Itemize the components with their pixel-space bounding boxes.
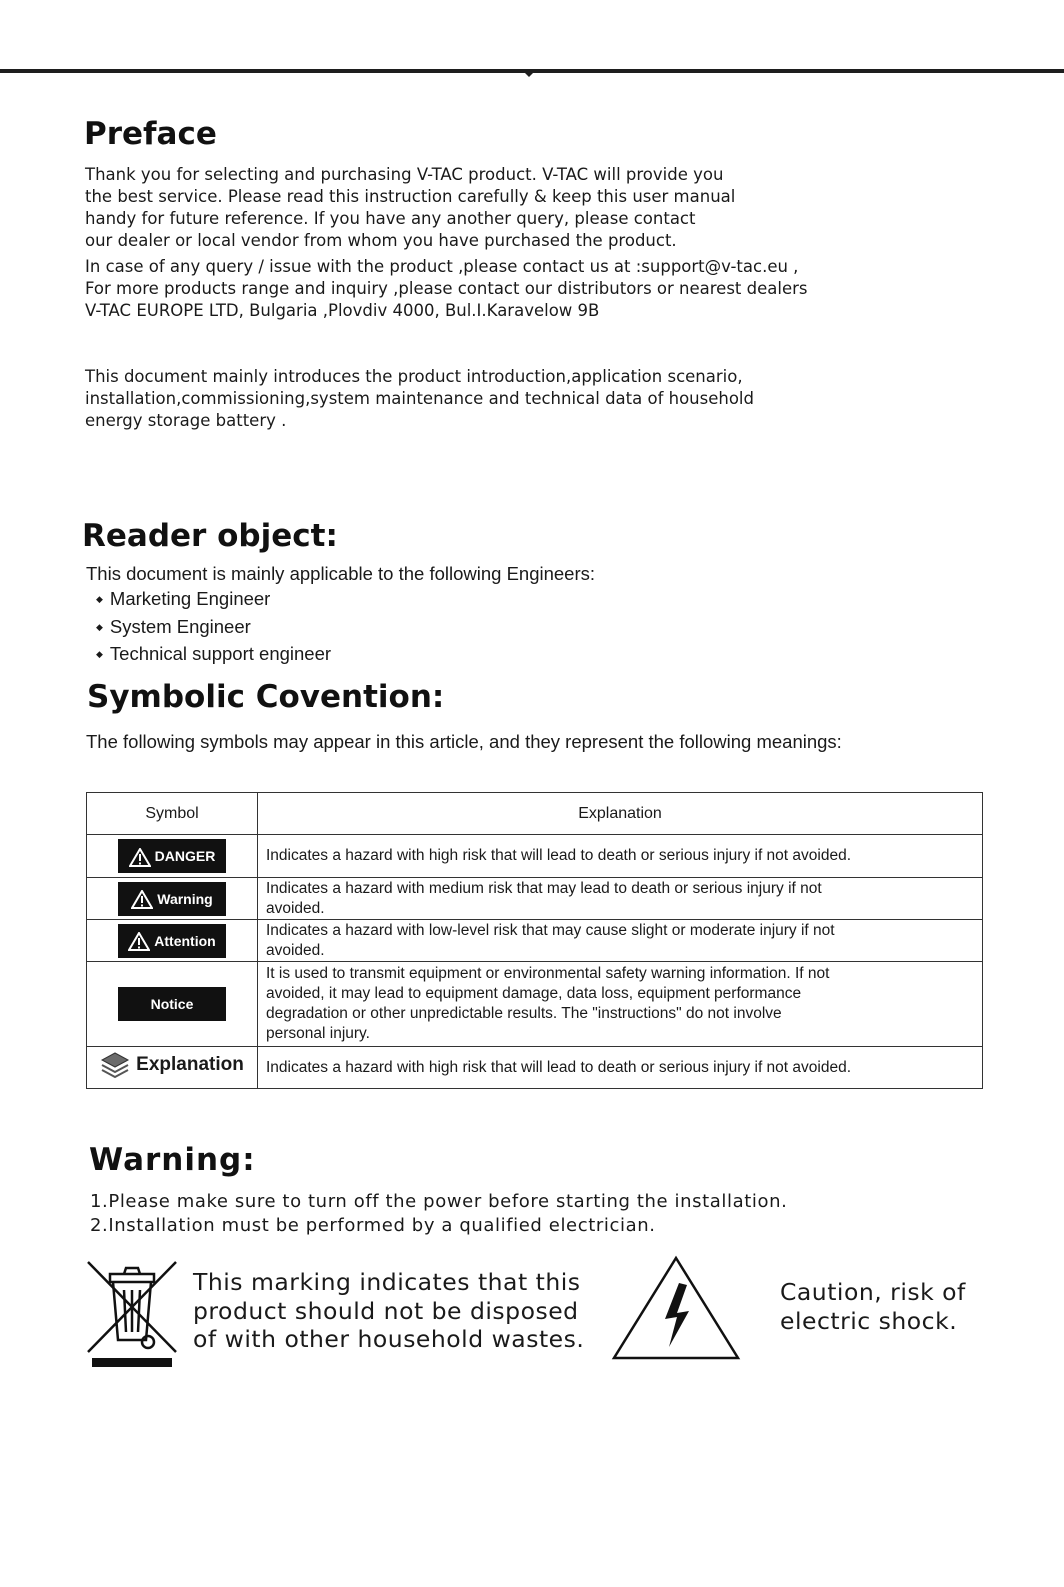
symbolic-intro: The following symbols may appear in this article, and they represent the following meanings: [86, 731, 842, 752]
top-rule-notch [524, 72, 534, 77]
text-line: the best service. Please read this instruction carefully & keep this user manual [85, 187, 736, 206]
table-row [87, 962, 983, 1047]
symbol-cell [87, 878, 258, 920]
symbol-table [86, 792, 983, 1089]
symbolic-convention-title: Symbolic Covention: [87, 679, 445, 715]
symbol-cell [87, 835, 258, 878]
text-line: This document mainly introduces the product introduction,application scenario, [85, 367, 743, 386]
engineer-list [96, 587, 331, 670]
preface-paragraph-3 [85, 366, 754, 432]
column-header-symbol: Symbol [87, 793, 258, 835]
text-line: Caution, risk of [780, 1278, 966, 1306]
symbol-cell [87, 962, 258, 1047]
column-header-explanation: Explanation [258, 793, 983, 835]
explanation-line: It is used to transmit equipment or environmental safety warning information. If not [266, 965, 830, 982]
explanation-line: Indicates a hazard with high risk that will lead to death or serious injury if not avoided. [266, 847, 852, 864]
text-line: V-TAC EUROPE LTD, Bulgaria ,Plovdiv 4000, Bul.I.Karavelow 9B [85, 301, 600, 320]
explanation-line: personal injury. [266, 1025, 370, 1042]
reader-intro: This document is mainly applicable to the following Engineers: [86, 563, 596, 584]
text-line: energy storage battery . [85, 411, 287, 430]
symbol-cell [87, 920, 258, 962]
table-header-row [87, 793, 983, 835]
electric-shock-caution-text [780, 1278, 966, 1335]
explanation-cell [258, 1047, 983, 1089]
explanation-symbol [100, 1051, 244, 1079]
preface-paragraph-1 [85, 164, 735, 252]
explanation-line: degradation or other unpredictable results. The "instructions" do not involve [266, 1005, 782, 1022]
text-line: handy for future reference. If you have any another query, please contact [85, 209, 696, 228]
explanation-line: avoided. [266, 941, 325, 959]
preface-paragraph-2 [85, 256, 808, 322]
text-line: In case of any query / issue with the product ,please contact us at :support@v-tac.eu , [85, 257, 799, 276]
text-line: For more products range and inquiry ,please contact our distributors or nearest dealers [85, 279, 808, 298]
crossed-out-wheelie-bin-icon [86, 1260, 178, 1374]
reader-object-title: Reader object: [82, 518, 338, 554]
text-line: product should not be disposed [193, 1296, 579, 1325]
text-line: Thank you for selecting and purchasing V-TAC product. V-TAC will provide you [85, 165, 724, 184]
danger-badge [118, 839, 226, 873]
text-line: electric shock. [780, 1306, 958, 1335]
explanation-cell [258, 920, 983, 962]
layers-icon [100, 1051, 130, 1079]
attention-badge [118, 924, 226, 958]
explanation-line: Indicates a hazard with medium risk that may lead to death or serious injury if not [266, 879, 822, 897]
warning-list [90, 1190, 787, 1238]
list-item: ◆ Technical support engineer [96, 642, 331, 670]
electric-shock-triangle-icon [611, 1255, 741, 1365]
notice-badge: Notice [118, 987, 226, 1021]
explanation-line: avoided, it may lead to equipment damage, data loss, equipment performance [266, 985, 802, 1002]
text-line: of with other household wastes. [193, 1325, 585, 1353]
warning-triangle-icon [131, 890, 153, 909]
list-item: ◆ Marketing Engineer [96, 587, 331, 615]
explanation-line: Indicates a hazard with low-level risk that may cause slight or moderate injury if not [266, 921, 835, 939]
warning-triangle-icon [129, 848, 151, 867]
badge-label: Attention [154, 932, 216, 949]
list-item: 1.Please make sure to turn off the power before starting the installation. [90, 1191, 788, 1212]
explanation-cell [258, 962, 983, 1047]
explanation-line: avoided. [266, 899, 325, 917]
list-item: ◆ System Engineer [96, 615, 331, 643]
explanation-line: Indicates a hazard with high risk that will lead to death or serious injury if not avoided. [266, 1058, 852, 1076]
text-line: our dealer or local vendor from whom you have purchased the product. [85, 231, 677, 250]
preface-title: Preface [84, 116, 217, 152]
explanation-cell [258, 835, 983, 878]
warning-badge [118, 882, 226, 916]
warning-triangle-icon [128, 932, 150, 951]
badge-label: Warning [157, 890, 213, 907]
table-row [87, 835, 983, 878]
list-item: 2.Installation must be performed by a qualified electrician. [90, 1215, 656, 1236]
badge-label: DANGER [154, 848, 216, 864]
explanation-cell [258, 878, 983, 920]
text-line: installation,commissioning,system maintenance and technical data of household [85, 389, 754, 408]
symbol-cell [87, 1047, 258, 1089]
text-line: This marking indicates that this [193, 1268, 581, 1296]
table-row [87, 920, 983, 962]
table-row [87, 1047, 983, 1089]
explanation-symbol-label: Explanation [136, 1054, 244, 1075]
warning-title: Warning: [89, 1142, 256, 1178]
weee-disposal-text [193, 1268, 584, 1354]
table-row [87, 878, 983, 920]
